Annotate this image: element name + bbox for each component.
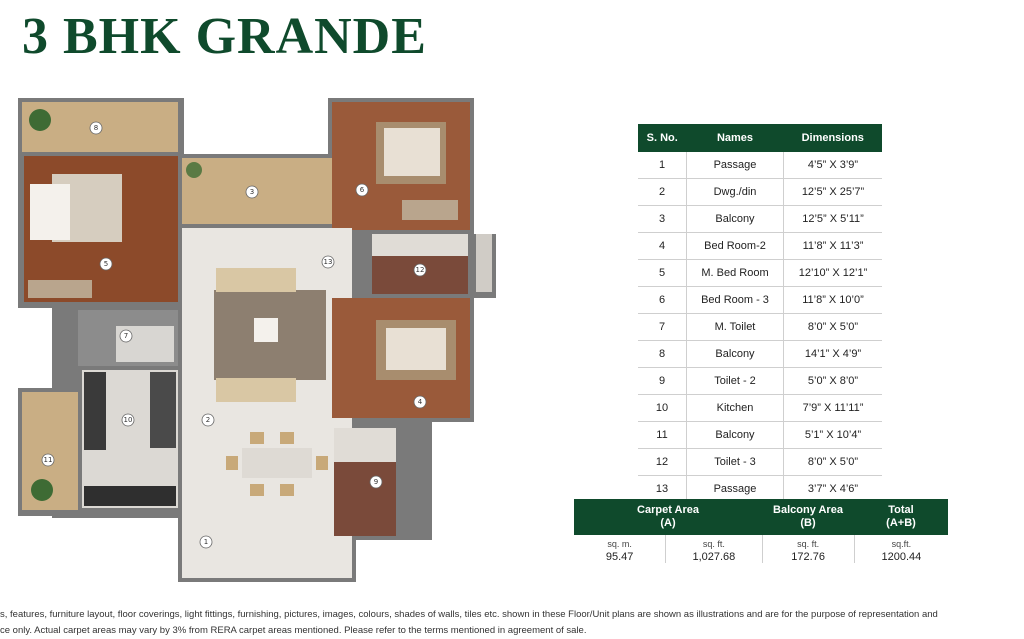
area-units-row bbox=[574, 535, 948, 549]
table-row bbox=[638, 179, 882, 206]
unit-sqft-carpet: sq. ft. bbox=[666, 535, 762, 549]
row-number: 5 bbox=[638, 260, 687, 287]
table-row bbox=[638, 341, 882, 368]
dimensions-table bbox=[638, 124, 882, 503]
page-title: 3 BHK GRANDE bbox=[22, 8, 427, 65]
room-marker-4 bbox=[414, 396, 426, 408]
svg-text:5: 5 bbox=[103, 260, 109, 268]
room-dimension: 11’8” X 11’3” bbox=[784, 233, 883, 260]
balcony-area-header: Balcony Area (B) bbox=[773, 504, 843, 529]
row-number: 7 bbox=[638, 314, 687, 341]
table-row bbox=[638, 260, 882, 287]
room-dimension: 7’9” X 11’11” bbox=[784, 395, 883, 422]
room-name: Balcony bbox=[687, 422, 784, 449]
total-area-header: Total (A+B) bbox=[886, 504, 916, 529]
table-row bbox=[638, 287, 882, 314]
row-number: 10 bbox=[638, 395, 687, 422]
header-dimensions: Dimensions bbox=[784, 124, 883, 152]
table-row bbox=[638, 206, 882, 233]
svg-text:7: 7 bbox=[123, 332, 129, 340]
room-marker-3 bbox=[246, 186, 258, 198]
room-name: Balcony bbox=[687, 341, 784, 368]
disclaimer-line-2: ce only. Actual carpet areas may vary by 3% from RERA carpet areas mentioned. Please refer to the terms mentioned in agreement of sale. bbox=[0, 625, 587, 636]
area-summary bbox=[574, 499, 948, 563]
floor-plan bbox=[16, 92, 500, 584]
room-dimension: 12’10” X 12’1” bbox=[784, 260, 883, 287]
room-dimension: 8’0” X 5’0” bbox=[784, 449, 883, 476]
row-number: 2 bbox=[638, 179, 687, 206]
room-name: Dwg./din bbox=[687, 179, 784, 206]
room-name: Toilet - 3 bbox=[687, 449, 784, 476]
room-dimension: 5’1” X 10’4” bbox=[784, 422, 883, 449]
room-dimension: 5’0” X 8’0” bbox=[784, 368, 883, 395]
room-name: M. Bed Room bbox=[687, 260, 784, 287]
table-row bbox=[638, 395, 882, 422]
room-marker-12 bbox=[414, 264, 426, 276]
unit-sqft-total: sq.ft. bbox=[891, 539, 912, 549]
header-names: Names bbox=[687, 124, 784, 152]
room-name: Kitchen bbox=[687, 395, 784, 422]
room-dimension: 8’0” X 5’0” bbox=[784, 314, 883, 341]
room-marker-11 bbox=[42, 454, 54, 466]
carpet-area-header: Carpet Area (A) bbox=[637, 504, 699, 529]
row-number: 9 bbox=[638, 368, 687, 395]
room-dimension: 14’1” X 4’9” bbox=[784, 341, 883, 368]
row-number: 13 bbox=[638, 476, 687, 503]
area-values-row bbox=[574, 549, 948, 563]
room-name: Passage bbox=[687, 152, 784, 179]
area-header bbox=[574, 499, 948, 535]
unit-sqft-balcony: sq. ft. bbox=[763, 535, 855, 549]
total-sqft-value: 1200.44 bbox=[881, 551, 922, 563]
room-dimension: 11’8” X 10’0” bbox=[784, 287, 883, 314]
room-dimension: 12’5” X 5’11” bbox=[784, 206, 883, 233]
table-row bbox=[638, 368, 882, 395]
row-number: 1 bbox=[638, 152, 687, 179]
svg-text:13: 13 bbox=[323, 258, 333, 266]
svg-text:1: 1 bbox=[203, 538, 209, 546]
svg-text:4: 4 bbox=[417, 398, 423, 406]
room-dimension: 12’5” X 25’7” bbox=[784, 179, 883, 206]
room-marker-8 bbox=[90, 122, 102, 134]
svg-text:6: 6 bbox=[359, 186, 365, 194]
room-marker-10 bbox=[122, 414, 134, 426]
room-marker-6 bbox=[356, 184, 368, 196]
svg-text:8: 8 bbox=[93, 124, 99, 132]
room-marker-2 bbox=[202, 414, 214, 426]
room-name: Balcony bbox=[687, 206, 784, 233]
row-number: 6 bbox=[638, 287, 687, 314]
room-marker-1 bbox=[200, 536, 212, 548]
room-marker-5 bbox=[100, 258, 112, 270]
svg-text:3: 3 bbox=[249, 188, 255, 196]
disclaimer bbox=[0, 607, 1024, 639]
table-row bbox=[638, 233, 882, 260]
room-dimension: 4’5” X 3’9” bbox=[784, 152, 883, 179]
carpet-sqm-value: 95.47 bbox=[574, 549, 666, 563]
carpet-sqft-value: 1,027.68 bbox=[666, 549, 762, 563]
table-row bbox=[638, 449, 882, 476]
svg-text:12: 12 bbox=[415, 266, 425, 274]
room-name: Passage bbox=[687, 476, 784, 503]
table-row bbox=[638, 422, 882, 449]
room-name: Toilet - 2 bbox=[687, 368, 784, 395]
svg-text:11: 11 bbox=[43, 456, 53, 464]
svg-text:9: 9 bbox=[373, 478, 379, 486]
room-dimension: 3’7” X 4’6” bbox=[784, 476, 883, 503]
room-name: M. Toilet bbox=[687, 314, 784, 341]
header-sno: S. No. bbox=[638, 124, 687, 152]
row-number: 12 bbox=[638, 449, 687, 476]
room-marker-13 bbox=[322, 256, 334, 268]
svg-text:2: 2 bbox=[205, 416, 211, 424]
svg-text:10: 10 bbox=[123, 416, 133, 424]
table-header-row bbox=[638, 124, 882, 152]
room-marker-7 bbox=[120, 330, 132, 342]
balcony-sqft-value: 172.76 bbox=[763, 549, 855, 563]
row-number: 11 bbox=[638, 422, 687, 449]
table-row bbox=[638, 152, 882, 179]
room-name: Bed Room-2 bbox=[687, 233, 784, 260]
table-row bbox=[638, 314, 882, 341]
room-name: Bed Room - 3 bbox=[687, 287, 784, 314]
row-number: 8 bbox=[638, 341, 687, 368]
room-marker-9 bbox=[370, 476, 382, 488]
disclaimer-line-1: s, features, furniture layout, floor coverings, light fittings, furnishing, pictures, images, colours, shades of walls, tiles etc. shown in these Floor/Unit plans are shown as illustrations and are for the purpose of representation and bbox=[0, 609, 938, 620]
unit-sqm: sq. m. bbox=[574, 535, 666, 549]
row-number: 4 bbox=[638, 233, 687, 260]
row-number: 3 bbox=[638, 206, 687, 233]
